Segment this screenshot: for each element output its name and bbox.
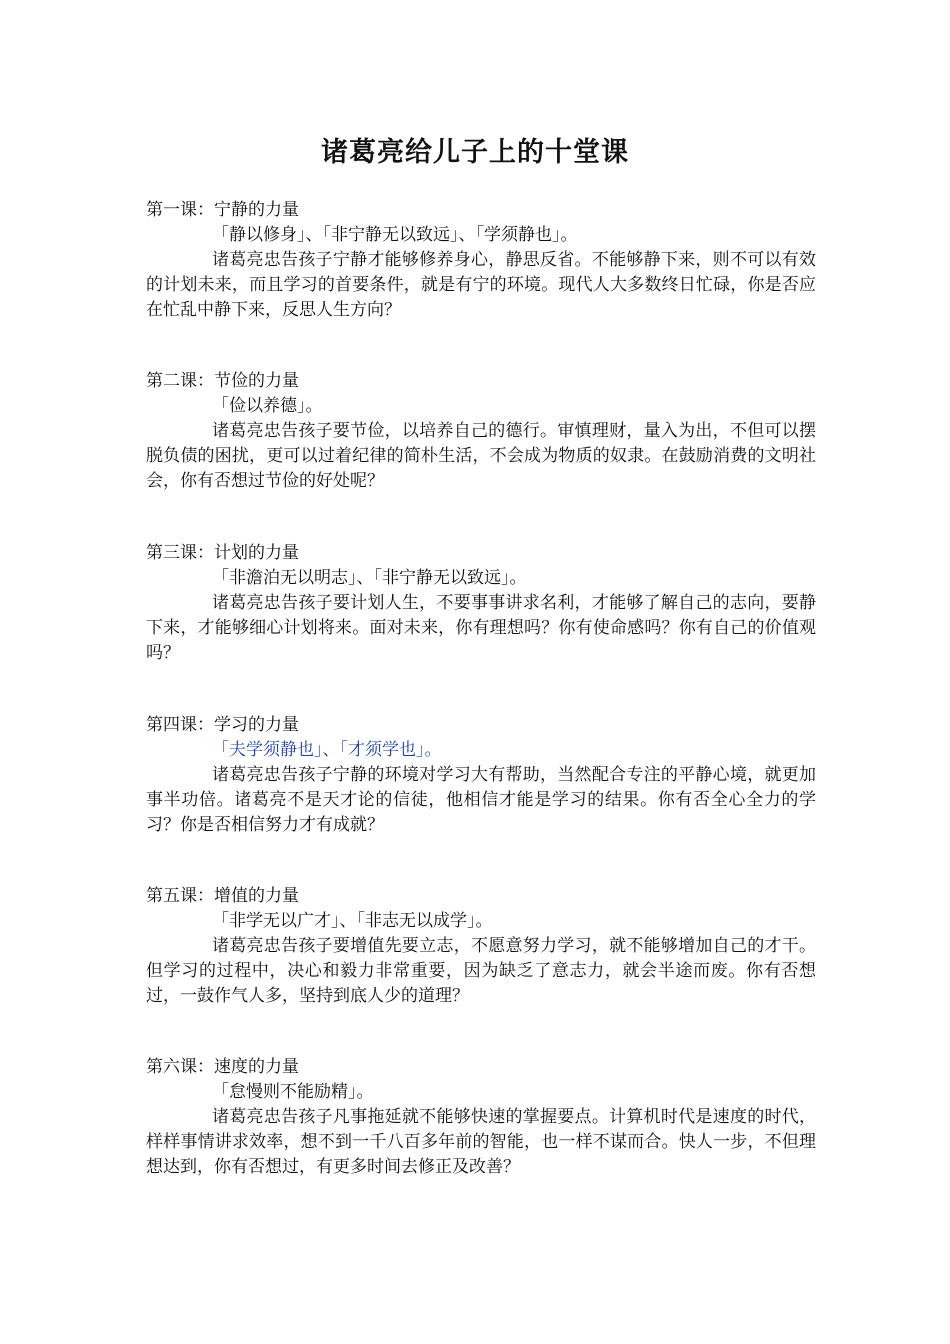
lesson-heading: 第一课：宁静的力量 bbox=[146, 200, 299, 220]
lesson-heading: 第二课：节俭的力量 bbox=[146, 371, 299, 391]
lesson-body: 诸葛亮忠告孩子要节俭，以培养自己的德行。审慎理财，量入为出，不但可以摆脱负债的困扰，更可以过着纪律的简朴生活，不会成为物质的奴隶。在鼓励消费的文明社会，你有否想过节俭的好处呢？ bbox=[146, 421, 816, 491]
lesson-quote: 「非澹泊无以明志」、「非宁静无以致远」。 bbox=[212, 568, 527, 588]
document-title: 诸葛亮给儿子上的十堂课 bbox=[321, 137, 629, 168]
lesson-quote: 「静以修身」、「非宁静无以致远」、「学须静也」。 bbox=[212, 225, 578, 245]
lesson-1 bbox=[146, 198, 816, 323]
lesson-quote: 「夫学须静也」、「才须学也」。 bbox=[212, 740, 442, 760]
lesson-quote: 「非学无以广才」、「非志无以成学」。 bbox=[212, 911, 493, 931]
lesson-body: 诸葛亮忠告孩子宁静才能够修养身心，静思反省。不能够静下来，则不可以有效的计划未来，而且学习的首要条件，就是有宁的环境。现代人大多数终日忙碌，你是否应在忙乱中静下来，反思人生方向？ bbox=[146, 250, 816, 320]
lesson-heading: 第六课：速度的力量 bbox=[146, 1057, 299, 1077]
lesson-6 bbox=[146, 1055, 816, 1180]
lesson-heading: 第五课：增值的力量 bbox=[146, 886, 299, 906]
lesson-body: 诸葛亮忠告孩子凡事拖延就不能够快速的掌握要点。计算机时代是速度的时代，样样事情讲求效率，想不到一千八百多年前的智能，也一样不谋而合。快人一步，不但理想达到，你有否想过，有更多时间去修正及改善？ bbox=[146, 1107, 816, 1177]
lesson-body: 诸葛亮忠告孩子要计划人生，不要事事讲求名利，才能够了解自己的志向，要静下来，才能够细心计划将来。面对未来，你有理想吗？你有使命感吗？你有自己的价值观吗？ bbox=[146, 593, 816, 663]
lesson-heading: 第三课：计划的力量 bbox=[146, 543, 299, 563]
lesson-quote: 「怠慢则不能励精」。 bbox=[212, 1082, 374, 1102]
lesson-4 bbox=[146, 713, 816, 838]
lesson-quote: 「俭以养德」。 bbox=[212, 396, 323, 416]
lesson-heading: 第四课：学习的力量 bbox=[146, 715, 299, 735]
lesson-body: 诸葛亮忠告孩子要增值先要立志，不愿意努力学习，就不能够增加自己的才干。但学习的过程中，决心和毅力非常重要，因为缺乏了意志力，就会半途而废。你有否想过，一鼓作气人多，坚持到底人少的道理？ bbox=[146, 936, 816, 1006]
lesson-2 bbox=[146, 369, 816, 494]
lesson-5 bbox=[146, 884, 816, 1009]
lesson-body: 诸葛亮忠告孩子宁静的环境对学习大有帮助，当然配合专注的平静心境，就更加事半功倍。诸葛亮不是天才论的信徒，他相信才能是学习的结果。你有否全心全力的学习？你是否相信努力才有成就？ bbox=[146, 765, 816, 835]
lesson-3 bbox=[146, 541, 816, 666]
